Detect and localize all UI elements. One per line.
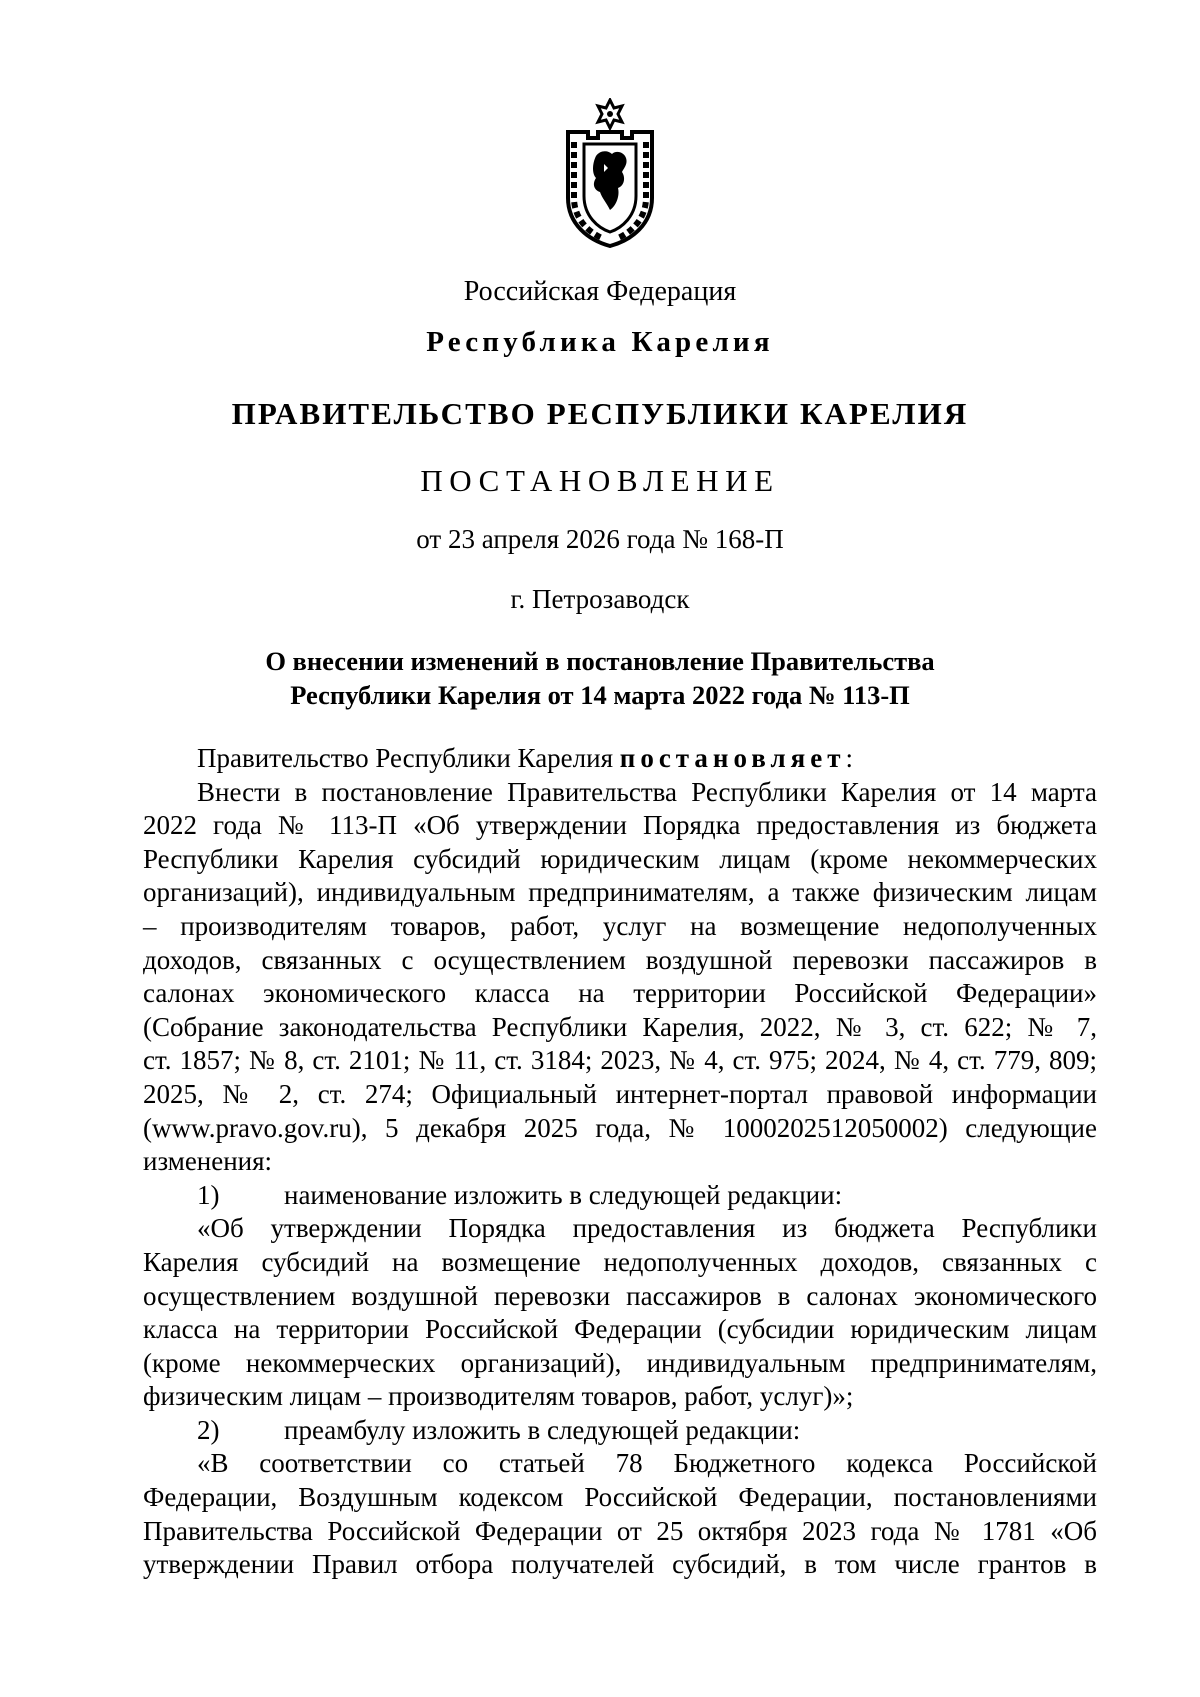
paragraph-3-line: «В соответствии со статьей 78 Бюджетного кодекса Российской <box>197 1448 1097 1479</box>
decree-city: г. Петрозаводск <box>510 584 690 614</box>
paragraph-3-line: Федерации, Воздушным кодексом Российской Федерации, постановлениями <box>143 1482 1097 1513</box>
paragraph-2-line: (кроме некоммерческих организаций), индивидуальным предпринимателям, <box>143 1347 1097 1378</box>
karelia-coat-of-arms-icon <box>562 98 658 248</box>
decree-heading: ПОСТАНОВЛЕНИЕ <box>420 463 780 498</box>
title-line-2: Республики Карелия от 14 марта 2022 года № 113-П <box>290 680 910 710</box>
paragraph-1-line: Внести в постановление Правительства Республики Карелия от 14 марта <box>197 776 1097 807</box>
paragraph-1-line: доходов, связанных с осуществлением воздушной перевозки пассажиров в <box>143 944 1097 975</box>
paragraph-1-line: (www.pravo.gov.ru), 5 декабря 2025 года, № 1000202512050002) следующие <box>143 1112 1097 1143</box>
paragraph-1-line: 2022 года № 113-П «Об утверждении Порядка предоставления из бюджета <box>143 810 1097 841</box>
federation-heading: Российская Федерация <box>463 276 737 307</box>
document-title <box>0 644 1200 712</box>
paragraph-3-line: Правительства Российской Федерации от 25 октября 2023 года № 1781 «Об <box>143 1515 1097 1546</box>
paragraph-1-line: 2025, № 2, ст. 274; Официальный интернет-портал правовой информации <box>143 1078 1097 1109</box>
paragraph-2-line: «Об утверждении Порядка предоставления из бюджета Республики <box>197 1213 1097 1244</box>
paragraph-3-line: утверждении Правил отбора получателей субсидий, в том числе грантов в <box>143 1549 1097 1580</box>
paragraph-2-line: Карелия субсидий на возмещение недополученных доходов, связанных с <box>143 1246 1097 1277</box>
paragraph-1 <box>143 776 1097 1179</box>
paragraph-2-line: физическим лицам – производителям товаров, работ, услуг)»; <box>143 1381 854 1412</box>
paragraph-2 <box>143 1212 1097 1414</box>
list-item-1-text: наименование изложить в следующей редакции: <box>284 1179 843 1210</box>
intro-paragraph <box>143 742 1097 776</box>
paragraph-3 <box>143 1447 1097 1581</box>
list-item-2 <box>143 1414 1097 1448</box>
list-item-2-text: преамбулу изложить в следующей редакции: <box>284 1414 801 1445</box>
paragraph-2-line: осуществлением воздушной перевозки пассажиров в салонах экономического <box>143 1280 1097 1311</box>
intro-verb: постановляет <box>619 743 846 773</box>
paragraph-1-line: салонах экономического класса на территории Российской Федерации» <box>143 978 1097 1009</box>
title-line-1: О внесении изменений в постановление Правительства <box>265 646 935 676</box>
list-item-2-number: 2) <box>197 1414 220 1445</box>
paragraph-1-line: – производителям товаров, работ, услуг на возмещение недополученных <box>143 910 1097 941</box>
decree-date-number: от 23 апреля 2026 года № 168-П <box>416 524 784 554</box>
paragraph-1-line: ст. 1857; № 8, ст. 2101; № 11, ст. 3184; 2023, № 4, ст. 975; 2024, № 4, ст. 779, 809; <box>143 1045 1097 1076</box>
government-heading: ПРАВИТЕЛЬСТВО РЕСПУБЛИКИ КАРЕЛИЯ <box>231 396 969 431</box>
paragraph-1-line: изменения: <box>143 1146 273 1177</box>
intro-suffix: : <box>845 743 854 773</box>
intro-prefix: Правительство Республики Карелия <box>197 743 614 773</box>
republic-heading: Республика Карелия <box>426 326 774 358</box>
document-body <box>143 742 1097 1582</box>
paragraph-2-line: класса на территории Российской Федерации (субсидии юридическим лицам <box>143 1314 1097 1345</box>
list-item-1 <box>143 1179 1097 1213</box>
paragraph-1-line: Республики Карелия субсидий юридическим лицам (кроме некоммерческих <box>143 843 1097 874</box>
list-item-1-number: 1) <box>197 1179 220 1210</box>
paragraph-1-line: организаций), индивидуальным предпринимателям, а также физическим лицам <box>143 877 1097 908</box>
paragraph-1-line: (Собрание законодательства Республики Карелия, 2022, № 3, ст. 622; № 7, <box>143 1011 1097 1042</box>
